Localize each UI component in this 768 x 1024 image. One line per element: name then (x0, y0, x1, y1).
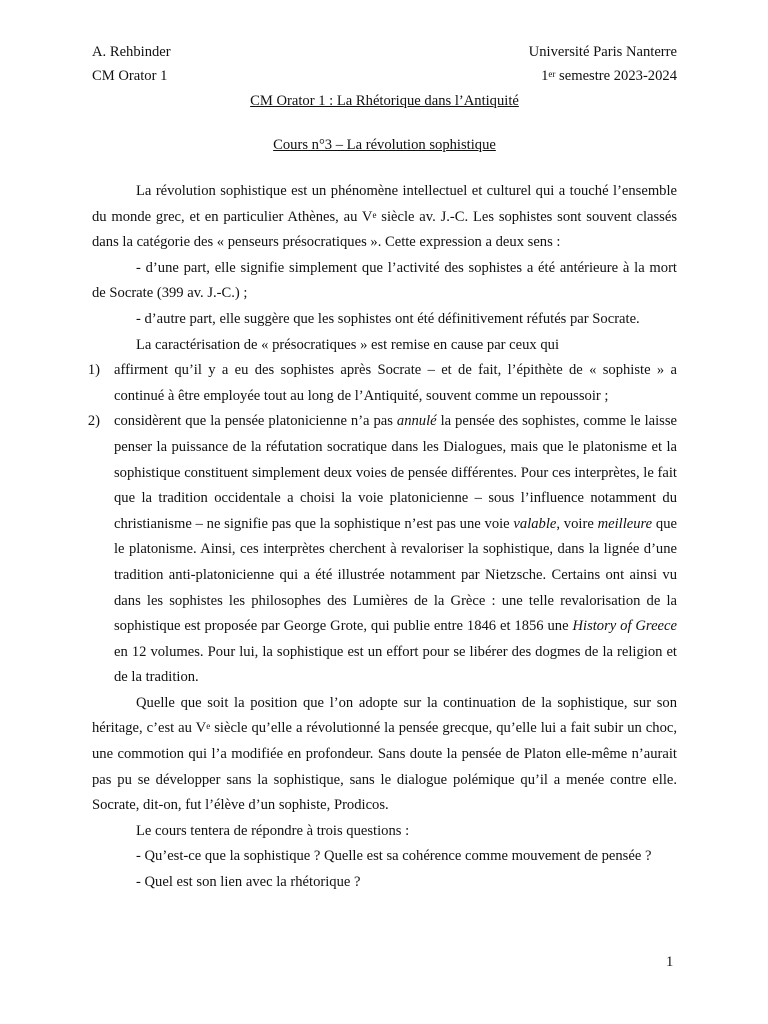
question-1: - Qu’est-ce que la sophistique ? Quelle est sa cohérence comme mouvement de pensée ? (136, 848, 652, 865)
course-title: CM Orator 1 : La Rhétorique dans l’Antiquité (250, 93, 519, 109)
lesson-title: Cours n°3 – La révolution sophistique (273, 137, 496, 153)
page-number: 1 (666, 954, 674, 970)
list-item-text: affirment qu’il y a eu des sophistes après Socrate – et de fait, l’épithète de « sophiste » a continué à être employée tout au long de l’Antiquité, souvent comme un repoussoir ; (114, 362, 677, 404)
document-body (87, 179, 678, 896)
paragraph-position: Quelle que soit la position que l’on adopte sur la continuation de la sophistique, sur son héritage, c’est au Ve siècle qu’elle a révolutionné la pensée grecque, qu’elle lui a fait subir un choc, une commotion qui l’a modifiée en profondeur. Sans doute la pensée de Platon elle-même n’aurait pas pu se développer sans la sophistique, sans le dialogue polémique qu’il a menée contre elle. Socrate, dit-on, fut l’élève d’un sophiste, Prodicos. (92, 694, 678, 814)
paragraph-intro: La révolution sophistique est un phénomène intellectuel et culturel qui a touché l’ensemble du monde grec, et en particulier Athènes, au Ve siècle av. J.-C. Les sophistes sont souvent classés dans la catégorie des « penseurs présocratiques ». Cette expression a deux sens : (92, 183, 678, 251)
list-item (69, 409, 677, 691)
question-2: - Quel est son lien avec la rhétorique ? (136, 874, 361, 891)
header-row-2 (92, 64, 677, 88)
header-row-1 (92, 40, 677, 64)
numbered-list (69, 358, 677, 691)
semester-label: 1er semestre 2023-2024 (541, 68, 677, 84)
list-item-text: considèrent que la pensée platonicienne n’a pas annulé la pensée des sophistes, comme le laisse penser la puissance de la réfutation socratique dans les Dialogues, mais que le platonisme et la sophistique constituent simplement deux voies de pensée différentes. Pour ces interprètes, le fait que la tradition occidentale a choisi la voie platonicienne – sous l’influence notamment du christianisme – ne signifie pas que la sophistique n’est pas une voie valable, voire meilleure que le platonisme. Ainsi, ces interprètes cherchent à revaloriser la sophistique, dans la lignée d’une tradition anti-platonicienne qui a été illustrée notamment par Nietzsche. Certains ont ainsi vu dans les sophistes les philosophes des Lumières de la Grèce : une telle revalorisation de la sophistique est proposée par George Grote, qui publie entre 1846 et 1856 une History of Greece en 12 volumes. Pour lui, la sophistique est un effort pour se libérer des dogmes de la religion et de la tradition. (114, 413, 677, 686)
list-number: 1) (87, 362, 100, 379)
paragraph-questions-intro: Le cours tentera de répondre à trois questions : (136, 822, 410, 839)
list-number: 2) (87, 413, 100, 430)
list-item (69, 358, 677, 409)
university-name: Université Paris Nanterre (528, 44, 677, 60)
dash-item-2: - d’autre part, elle suggère que les sophistes ont été définitivement réfutés par Socrate. (136, 310, 640, 327)
author-name: A. Rehbinder (92, 44, 171, 60)
paragraph-caracterisation: La caractérisation de « présocratiques » est remise en cause par ceux qui (136, 336, 560, 353)
course-code: CM Orator 1 (92, 68, 168, 84)
dash-item-1: - d’une part, elle signifie simplement que l’activité des sophistes a été antérieure à la mort de Socrate (399 av. J.-C.) ; (92, 259, 677, 302)
document-page (87, 40, 678, 896)
